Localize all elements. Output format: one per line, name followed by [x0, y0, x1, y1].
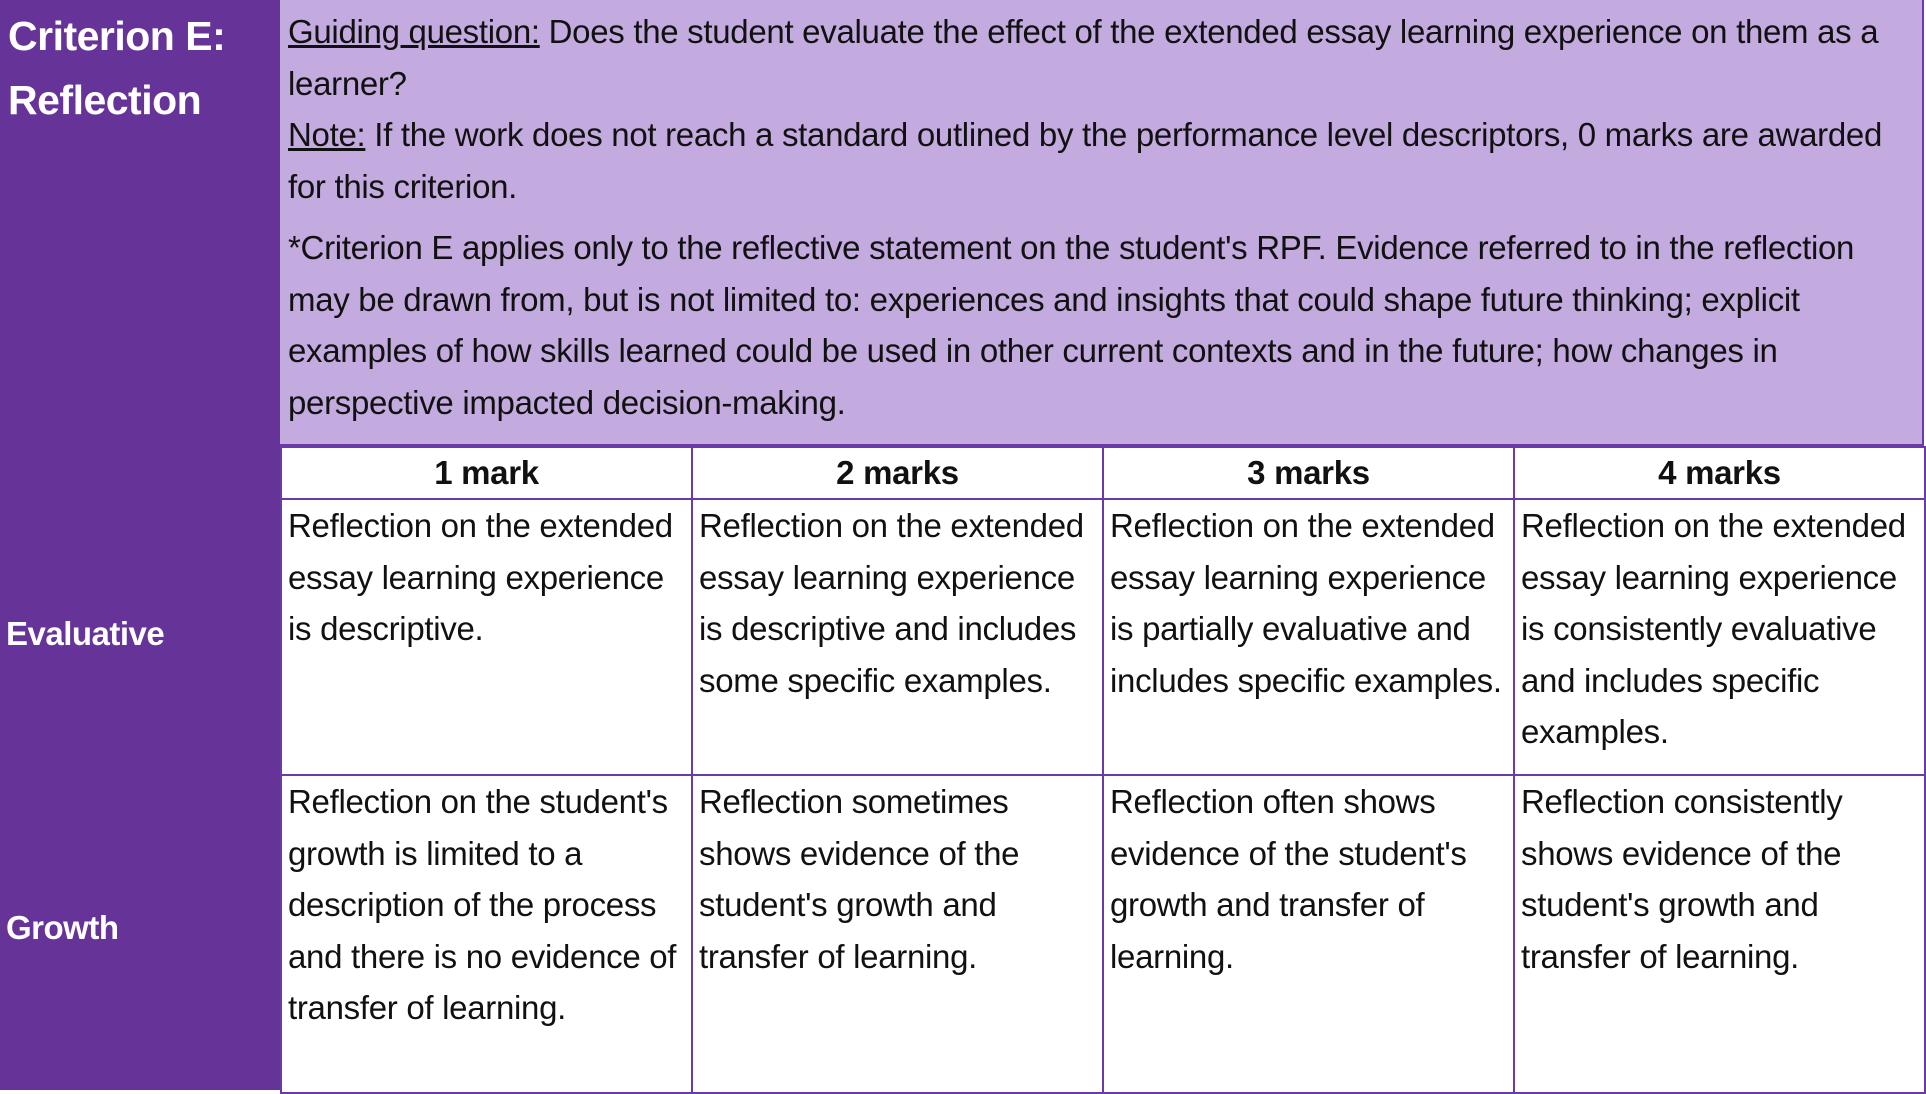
descriptor-cell: [1514, 775, 1925, 1093]
row-label-growth: Growth: [6, 909, 119, 946]
descriptor-evaluative-3: Reflection on the extended essay learning experience is partially evaluative and includes specific examples.: [1110, 507, 1502, 699]
column-header-1-mark: 1 mark: [281, 447, 692, 499]
descriptor-cell: [1514, 499, 1925, 775]
marks-header-row: [281, 447, 1925, 499]
descriptor-evaluative-4: Reflection on the extended essay learning experience is consistently evaluative and includes specific examples.: [1521, 507, 1906, 750]
column-header-4-marks: 4 marks: [1514, 447, 1925, 499]
descriptor-evaluative-2: Reflection on the extended essay learning experience is descriptive and includes some specific examples.: [699, 507, 1084, 699]
guiding-question-text: Does the student evaluate the effect of the extended essay learning experience on them as a learner?: [288, 13, 1879, 102]
guiding-question-label: Guiding question:: [288, 13, 540, 50]
column-header-3-marks: 3 marks: [1103, 447, 1514, 499]
criterion-applies-note: *Criterion E applies only to the reflective statement on the student's RPF. Evidence referred to in the reflection may be drawn from, but is not limited to: experiences and insights that could shape future thinking; explicit examples of how skills learned could be used in other current contexts and in the future; how changes in perspective impacted decision-making.: [288, 229, 1855, 421]
note-text: If the work does not reach a standard outlined by the performance level descriptors, 0 marks are awarded for this criterion.: [288, 116, 1883, 205]
note: [288, 109, 1914, 212]
note-label: Note:: [288, 116, 366, 153]
criterion-title: [8, 4, 278, 132]
descriptor-cell: [1103, 499, 1514, 775]
descriptor-cell: [281, 499, 692, 775]
descriptor-cell: [692, 775, 1103, 1093]
descriptor-growth-1: Reflection on the student's growth is limited to a description of the process and there is no evidence of transfer of learning.: [288, 783, 677, 1026]
guiding-question: [288, 6, 1914, 109]
table-row-evaluative: [281, 499, 1925, 775]
descriptor-growth-3: Reflection often shows evidence of the student's growth and transfer of learning.: [1110, 783, 1467, 975]
criterion-title-line2: Reflection: [8, 77, 202, 123]
criterion-sidebar: [0, 0, 280, 1090]
descriptor-evaluative-1: Reflection on the extended essay learning experience is descriptive.: [288, 507, 673, 647]
descriptor-cell: [1103, 775, 1514, 1093]
descriptor-cell: [692, 499, 1103, 775]
descriptor-growth-2: Reflection sometimes shows evidence of the student's growth and transfer of learning.: [699, 783, 1020, 975]
table-row-growth: [281, 775, 1925, 1093]
column-header-2-marks: 2 marks: [692, 447, 1103, 499]
criterion-title-line1: Criterion E:: [8, 13, 226, 59]
descriptor-cell: [281, 775, 692, 1093]
marks-table: [280, 446, 1926, 1094]
row-label-evaluative: Evaluative: [6, 615, 165, 652]
descriptor-growth-4: Reflection consistently shows evidence of the student's growth and transfer of learning.: [1521, 783, 1843, 975]
guidance-panel: [280, 0, 1924, 446]
